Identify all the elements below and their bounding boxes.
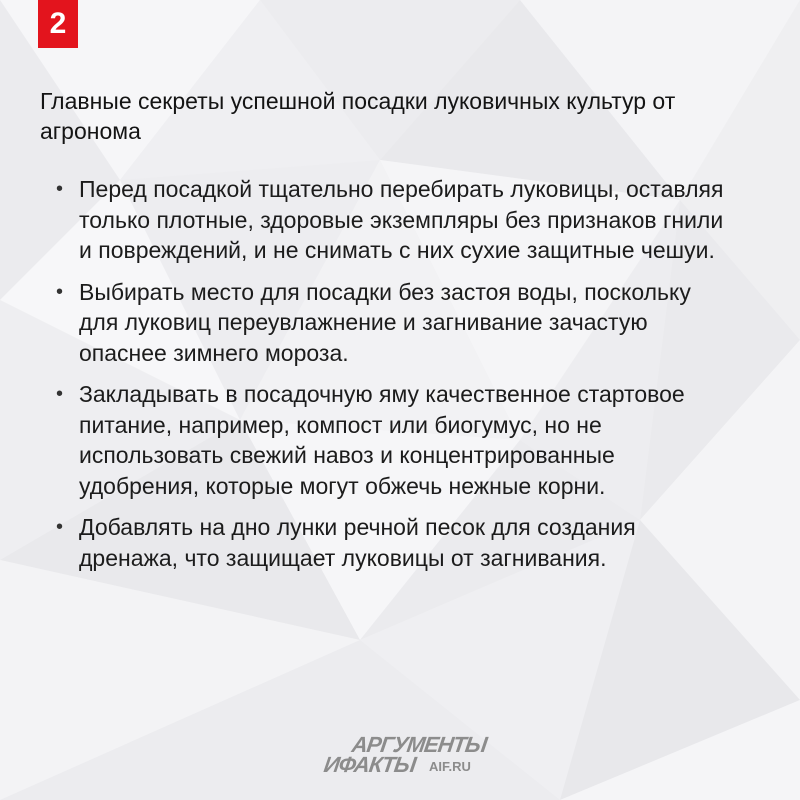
- tip-text: Добавлять на дно лунки речной песок для создания дренажа, что защищает луковицы от загнивания.: [79, 514, 636, 571]
- list-item: [54, 174, 734, 266]
- bullet-icon: •: [56, 178, 64, 200]
- logo-line-2: ИФАКТЫ: [322, 752, 418, 777]
- list-item: [54, 277, 734, 369]
- tip-text: Перед посадкой тщательно перебирать луковицы, оставляя только плотные, здоровые экземпляры без признаков гнили и повреждений, и не снимать с них сухие защитные чешуи.: [79, 176, 724, 263]
- list-item: [54, 379, 734, 501]
- list-item: [54, 512, 734, 573]
- bullet-icon: •: [56, 516, 64, 538]
- bullet-icon: •: [56, 383, 64, 405]
- logo-line-1: АРГУМЕНТЫ: [350, 732, 489, 757]
- bullet-icon: •: [56, 280, 64, 303]
- aif-logo: [324, 732, 504, 782]
- logo-site: AIF.RU: [429, 759, 471, 774]
- slide-number: 2: [49, 7, 67, 40]
- tip-text: Выбирать место для посадки без застоя воды, поскольку для луковиц переувлажнение и загнивание зачастую опаснее зимнего мороза.: [79, 278, 691, 366]
- slide-number-badge: [38, 0, 78, 48]
- page-title: Главные секреты успешной посадки луковичных культур от агронома: [40, 88, 676, 144]
- tips-list: [54, 174, 734, 573]
- tip-text: Закладывать в посадочную яму качественное стартовое питание, например, компост или биогумус, но не использовать свежий навоз и концентрированные удобрения, которые могут обжечь нежные корни.: [79, 381, 685, 499]
